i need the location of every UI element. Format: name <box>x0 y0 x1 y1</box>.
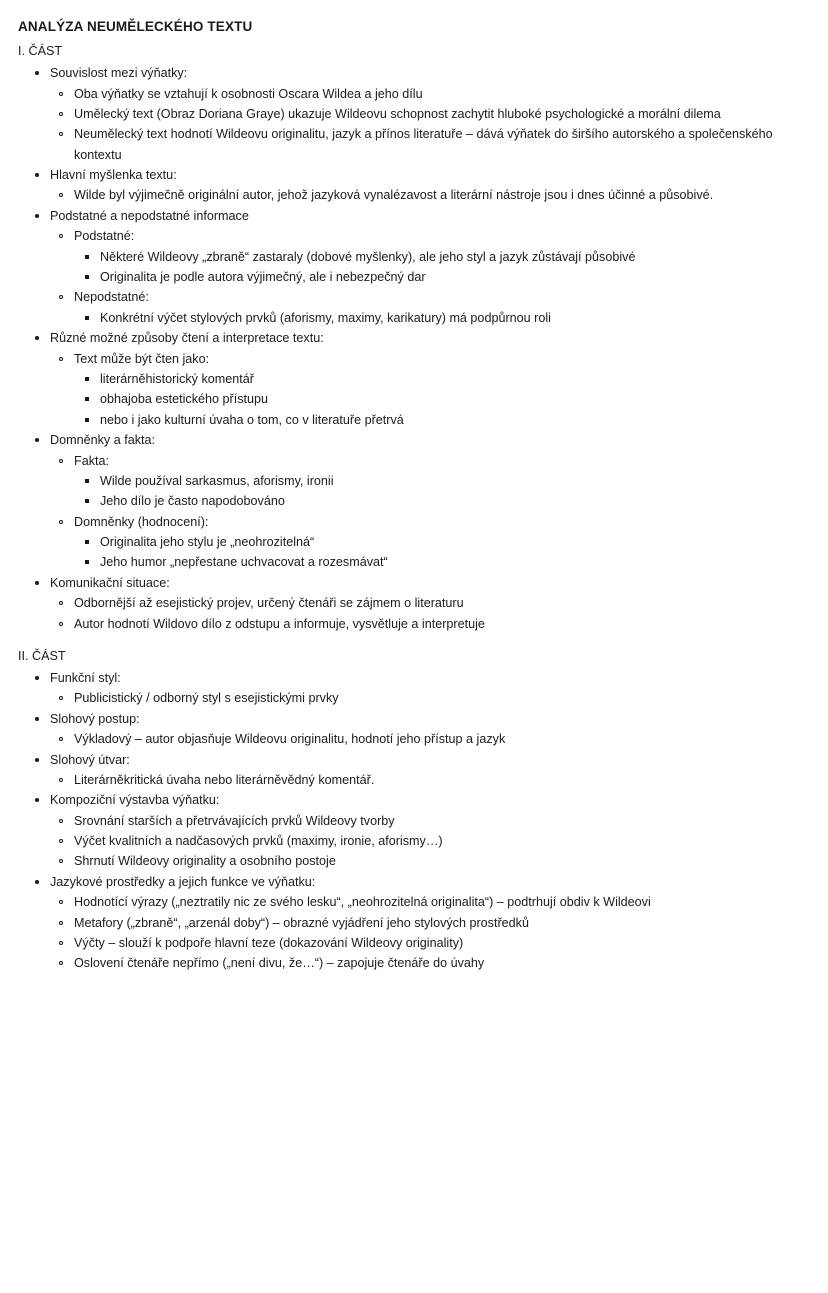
outline-item <box>58 287 806 307</box>
outline-subgroup <box>34 892 806 974</box>
outline-item <box>84 471 806 491</box>
outline-subgroup <box>34 84 806 166</box>
outline-list-level-2 <box>58 593 806 634</box>
outline-item <box>58 451 806 471</box>
outline-item <box>84 410 806 430</box>
outline-item <box>84 267 806 287</box>
outline-list-level-1 <box>34 63 806 634</box>
outline-list-level-3 <box>84 471 806 512</box>
outline-list-level-2 <box>58 185 806 205</box>
outline-item-label: Výčet kvalitních a nadčasových prvků (maximy, ironie, aforismy…) <box>74 834 443 849</box>
outline-item-label: Funkční styl: <box>50 670 121 685</box>
outline-item <box>58 614 806 634</box>
outline-item <box>58 851 806 871</box>
outline-subgroup <box>34 226 806 328</box>
outline-item-label: Některé Wildeovy „zbraně“ zastaraly (dobové myšlenky), ale jeho styl a jazyk zůstávají působivé <box>100 249 636 264</box>
outline-item-label: Originalita jeho stylu je „neohrozitelná“ <box>100 535 315 550</box>
outline-list-level-2 <box>58 770 806 790</box>
outline-item-label: Souvislost mezi výňatky: <box>50 66 188 81</box>
outline-item <box>34 573 806 593</box>
outline-item <box>58 770 806 790</box>
outline-item <box>84 247 806 267</box>
outline-item-label: Shrnutí Wildeovy originality a osobního postoje <box>74 854 336 869</box>
part-heading: I. ČÁST <box>18 44 63 59</box>
outline-item-label: Odbornější až esejistický projev, určený čtenáři se zájmem o literaturu <box>74 596 464 611</box>
outline-item-label: Jeho dílo je často napodobováno <box>100 494 285 509</box>
part-heading: II. ČÁST <box>18 649 66 664</box>
outline-subgroup <box>34 729 806 749</box>
outline-item-label: Publicistický / odborný styl s esejistickými prvky <box>74 691 339 706</box>
outline-item-label: Neumělecký text hodnotí Wildeovu originalitu, jazyk a přínos literatuře – dává výňatek do širšího autorského a společenského kontextu <box>74 127 773 162</box>
outline-item-label: Komunikační situace: <box>50 575 170 590</box>
outline-item-label: Autor hodnotí Wildovo dílo z odstupu a informuje, vysvětluje a interpretuje <box>74 616 485 631</box>
outline-item <box>58 811 806 831</box>
outline-item-label: literárněhistorický komentář <box>100 371 254 386</box>
outline-subgroup <box>58 369 806 430</box>
outline-item-label: Wilde používal sarkasmus, aforismy, ironii <box>100 473 334 488</box>
outline-item <box>34 709 806 729</box>
outline-item-label: Text může být čten jako: <box>74 351 210 366</box>
outline-item-label: Podstatné: <box>74 229 135 244</box>
outline-item <box>58 226 806 246</box>
outline-item-label: obhajoba estetického přístupu <box>100 392 269 407</box>
outline-item <box>84 491 806 511</box>
outline-item <box>58 593 806 613</box>
outline-subgroup <box>34 349 806 431</box>
outline-item-label: Nepodstatné: <box>74 290 149 305</box>
outline-item <box>34 668 806 688</box>
outline-item-label: Slohový postup: <box>50 711 140 726</box>
outline-item <box>34 872 806 892</box>
outline-item-label: Slohový útvar: <box>50 752 130 767</box>
outline-subgroup <box>58 532 806 573</box>
outline-item <box>34 206 806 226</box>
outline-item <box>58 729 806 749</box>
outline-subgroup <box>34 593 806 634</box>
outline-item-label: Originalita je podle autora výjimečný, ale i nebezpečný dar <box>100 270 426 285</box>
outline-item <box>58 124 806 165</box>
outline-item-label: Oslovení čtenáře nepřímo („není divu, že…“) – zapojuje čtenáře do úvahy <box>74 956 485 971</box>
outline-item-label: Podstatné a nepodstatné informace <box>50 208 249 223</box>
outline-item <box>58 349 806 369</box>
outline-list-level-2 <box>58 892 806 974</box>
outline-list-level-2 <box>58 349 806 431</box>
outline-item <box>34 165 806 185</box>
outline-item-label: Literárněkritická úvaha nebo literárněvědný komentář. <box>74 772 375 787</box>
outline-item-label: Umělecký text (Obraz Doriana Graye) ukazuje Wildeovu schopnost zachytit hluboké psychologické a morální dilema <box>74 106 721 121</box>
outline-list-level-2 <box>58 451 806 573</box>
outline-subgroup <box>58 308 806 328</box>
outline-item <box>58 892 806 912</box>
outline-item-label: Fakta: <box>74 453 109 468</box>
outline-list-level-2 <box>58 688 806 708</box>
outline-item <box>34 430 806 450</box>
outline-item <box>58 185 806 205</box>
outline-list-level-2 <box>58 226 806 328</box>
outline-item <box>58 688 806 708</box>
outline-subgroup <box>34 185 806 205</box>
outline-list-level-1 <box>34 668 806 974</box>
outline-item <box>58 953 806 973</box>
outline-list-level-2 <box>58 84 806 166</box>
page-title: ANALÝZA NEUMĚLECKÉHO TEXTU <box>18 19 253 34</box>
outline-item-label: Metafory („zbraně“, „arzenál doby“) – obrazné vyjádření jeho stylových prostředků <box>74 915 529 930</box>
outline-item-label: nebo i jako kulturní úvaha o tom, co v literatuře přetrvá <box>100 412 404 427</box>
outline-item <box>58 512 806 532</box>
outline-list-level-2 <box>58 729 806 749</box>
outline-item <box>84 308 806 328</box>
outline-item-label: Různé možné způsoby čtení a interpretace textu: <box>50 331 324 346</box>
outline-item-label: Oba výňatky se vztahují k osobnosti Oscara Wildea a jeho dílu <box>74 86 423 101</box>
outline-item-label: Jazykové prostředky a jejich funkce ve výňatku: <box>50 874 316 889</box>
outline-item-label: Jeho humor „nepřestane uchvacovat a rozesmávat“ <box>100 555 388 570</box>
outline-item-label: Hlavní myšlenka textu: <box>50 168 177 183</box>
document-body <box>16 42 806 974</box>
outline-subgroup <box>58 471 806 512</box>
outline-item <box>58 913 806 933</box>
outline-list-level-3 <box>84 308 806 328</box>
outline-item-label: Wilde byl výjimečně originální autor, jehož jazyková vynalézavost a literární nástroje jsou i dnes účinné a působivé. <box>74 188 714 203</box>
outline-item-label: Hodnotící výrazy („neztratily nic ze svého lesku“, „neohrozitelná originalita“) – podtrhují obdiv k Wildeovi <box>74 895 651 910</box>
outline-item <box>58 104 806 124</box>
outline-item <box>34 790 806 810</box>
outline-item <box>58 84 806 104</box>
outline-item <box>84 369 806 389</box>
outline-subgroup <box>34 688 806 708</box>
outline-item-label: Výčty – slouží k podpoře hlavní teze (dokazování Wildeovy originality) <box>74 936 464 951</box>
outline-subgroup <box>34 451 806 573</box>
outline-item <box>58 933 806 953</box>
outline-item-label: Kompoziční výstavba výňatku: <box>50 793 220 808</box>
outline-item <box>84 552 806 572</box>
outline-item <box>84 532 806 552</box>
outline-item <box>58 831 806 851</box>
outline-item <box>34 750 806 770</box>
outline-subgroup <box>34 770 806 790</box>
outline-item <box>84 389 806 409</box>
outline-item-label: Konkrétní výčet stylových prvků (aforismy, maximy, karikatury) má podpůrnou roli <box>100 310 551 325</box>
outline-list-level-3 <box>84 247 806 288</box>
outline-item <box>34 328 806 348</box>
outline-subgroup <box>58 247 806 288</box>
outline-list-level-2 <box>58 811 806 872</box>
outline-item-label: Srovnání starších a přetrvávajících prvků Wildeovy tvorby <box>74 813 395 828</box>
outline-list-level-3 <box>84 532 806 573</box>
outline-list-level-3 <box>84 369 806 430</box>
outline-item-label: Výkladový – autor objasňuje Wildeovu originalitu, hodnotí jeho přístup a jazyk <box>74 732 506 747</box>
outline-item-label: Domněnky (hodnocení): <box>74 514 209 529</box>
outline-subgroup <box>34 811 806 872</box>
outline-item-label: Domněnky a fakta: <box>50 433 155 448</box>
outline-item <box>34 63 806 83</box>
